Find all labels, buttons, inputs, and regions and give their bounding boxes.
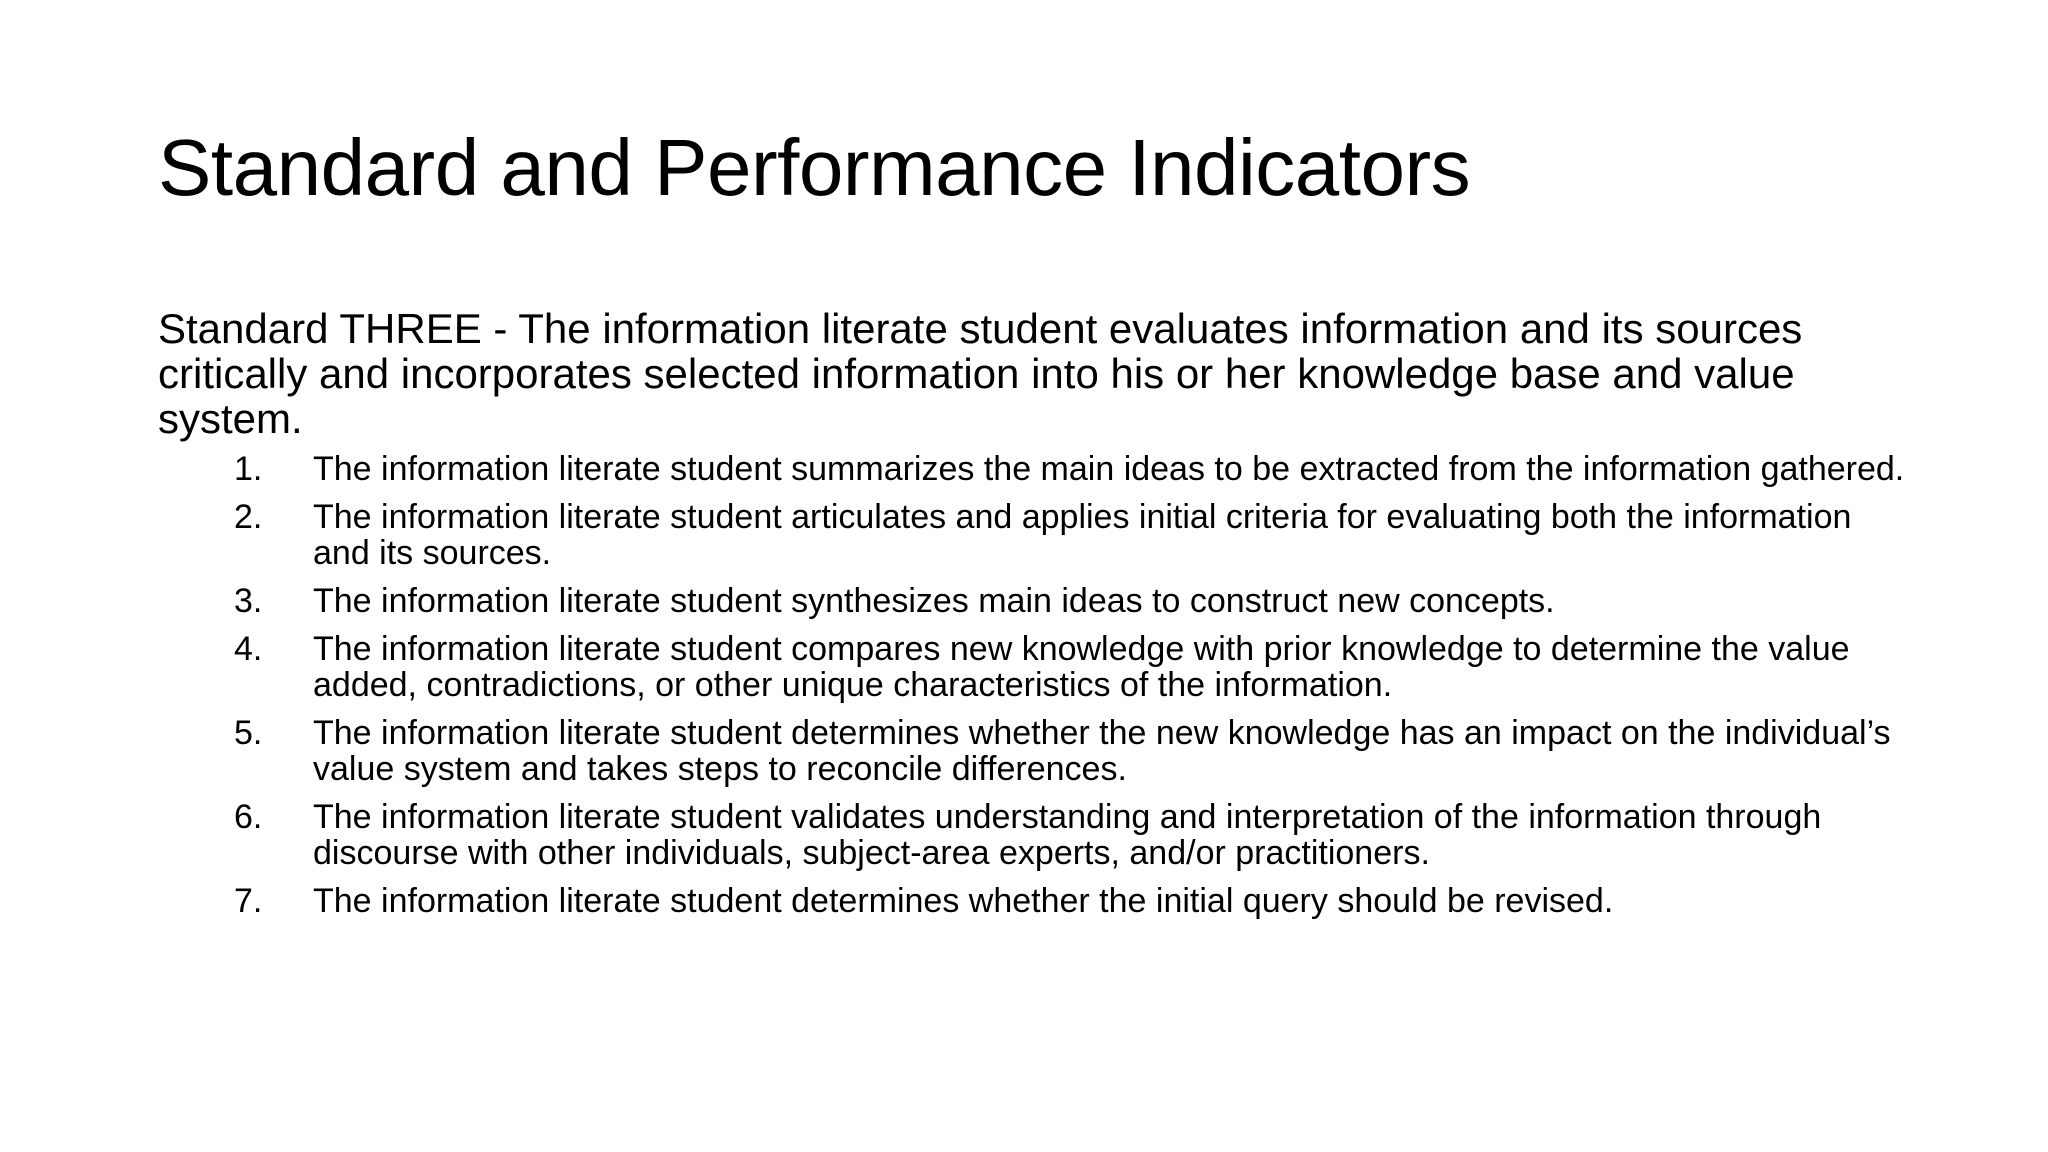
indicator-item-1 [158,451,1913,487]
indicator-number: 3. [234,582,263,620]
indicator-text: The information literate student summarizes the main ideas to be extracted from the information gathered. [313,450,1905,488]
indicator-number: 1. [234,450,263,488]
indicator-item-7 [158,883,1913,919]
standard-intro: Standard THREE - The information literate student evaluates information and its sources critically and incorporates selected information into his or her knowledge base and value system. [158,305,1803,442]
indicator-text: The information literate student articulates and applies initial criteria for evaluating both the information and its sources. [313,498,1852,572]
indicator-item-2 [158,499,1913,571]
indicator-number: 2. [234,498,263,536]
indicator-item-3 [158,583,1913,619]
slide-title: Standard and Performance Indicators [158,123,1471,212]
indicator-text: The information literate student determines whether the initial query should be revised. [313,882,1614,920]
indicator-text: The information literate student compares new knowledge with prior knowledge to determine the value added, contradictions, or other unique characteristics of the information. [313,630,1850,704]
indicator-text: The information literate student validates understanding and interpretation of the information through discourse with other individuals, subject-area experts, and/or practitioners. [313,798,1822,872]
indicator-number: 6. [234,798,263,836]
indicator-number: 4. [234,630,263,668]
slide-body [158,306,1918,931]
indicator-item-5 [158,715,1913,787]
indicator-number: 5. [234,714,263,752]
indicator-item-6 [158,799,1913,871]
indicator-number: 7. [234,882,263,920]
indicator-text: The information literate student synthesizes main ideas to construct new concepts. [313,582,1555,620]
indicator-item-4 [158,631,1913,703]
performance-indicator-list [158,451,1918,919]
indicator-text: The information literate student determines whether the new knowledge has an impact on the individual’s value system and takes steps to reconcile differences. [313,714,1891,788]
